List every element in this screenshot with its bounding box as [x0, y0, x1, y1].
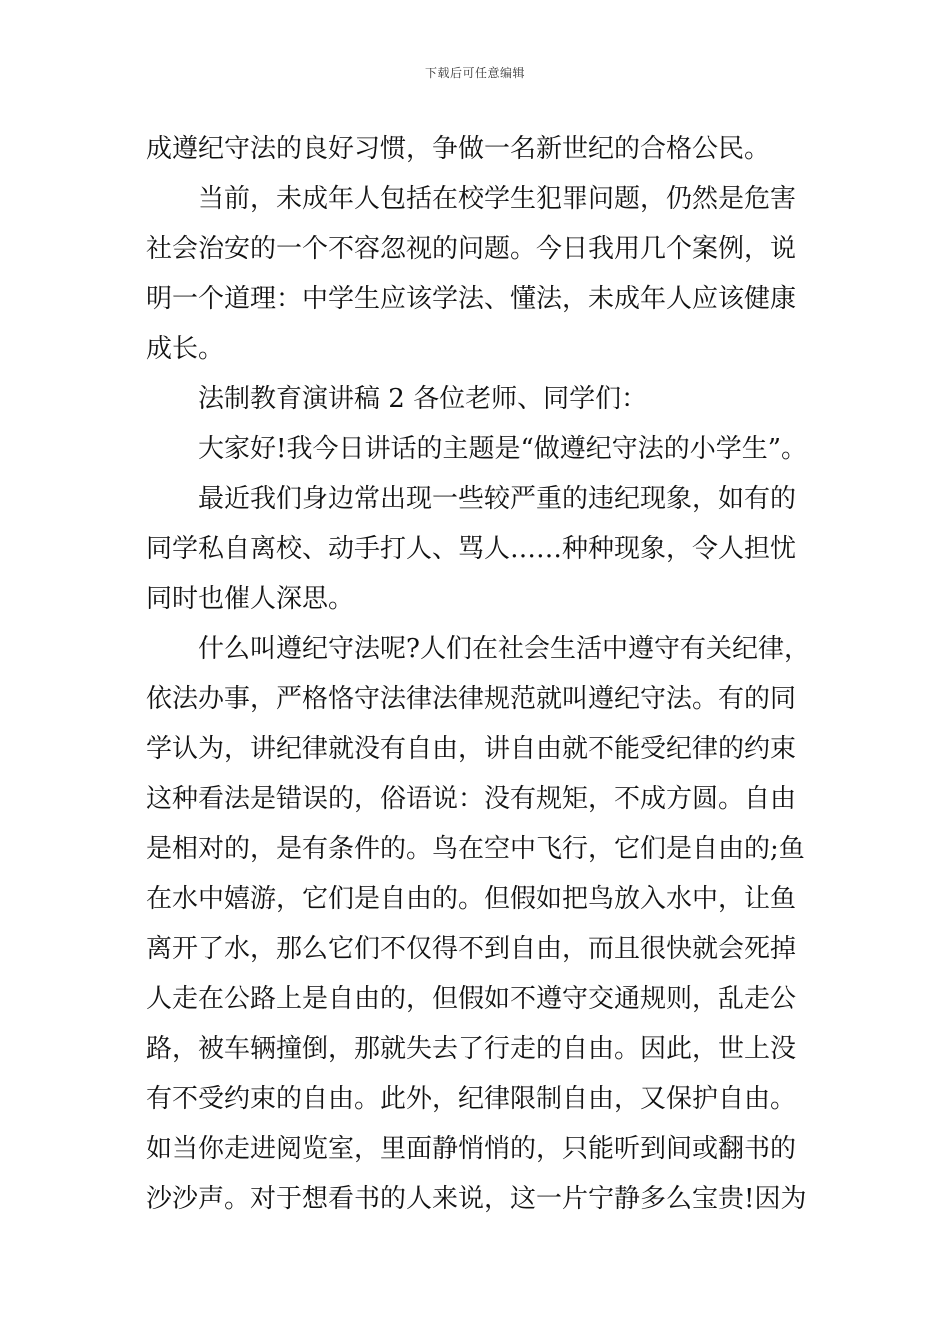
text-line: 有不受约束的自由。此外，纪律限制自由，又保护自由。: [146, 1084, 797, 1114]
text-line: 同时也催人深思。: [146, 584, 355, 614]
text-line: 人走在公路上是自由的，但假如不遵守交通规则，乱走公: [146, 984, 797, 1014]
document-body: [146, 124, 816, 1224]
text-line: 沙沙声。对于想看书的人来说，这一片宁静多么宝贵!因为: [146, 1184, 807, 1214]
text-line: 路，被车辆撞倒，那就失去了行走的自由。因此，世上没: [146, 1034, 797, 1064]
text-line: 什么叫遵纪守法呢?人们在社会生活中遵守有关纪律，: [198, 634, 810, 664]
text-line: 依法办事，严格恪守法律法律规范就叫遵纪守法。有的同: [146, 684, 797, 714]
text-line: 如当你走进阅览室，里面静悄悄的，只能听到间或翻书的: [146, 1134, 797, 1164]
text-line: 最近我们身边常出现一些较严重的违纪现象，如有的: [198, 484, 797, 514]
text-line: 学认为，讲纪律就没有自由，讲自由就不能受纪律的约束: [146, 734, 797, 764]
text-line: 在水中嬉游，它们是自由的。但假如把鸟放入水中，让鱼: [146, 884, 797, 914]
text-line: 同学私自离校、动手打人、骂人……种种现象，令人担忧: [146, 534, 797, 564]
text-line: 成遵纪守法的良好习惯，争做一名新世纪的合格公民。: [146, 134, 771, 164]
text-line: 这种看法是错误的，俗语说：没有规矩，不成方圆。自由: [146, 784, 797, 814]
text-line: 当前，未成年人包括在校学生犯罪问题，仍然是危害: [198, 184, 797, 214]
page-header-note: 下载后可任意编辑: [424, 66, 525, 80]
text-line: 离开了水，那么它们不仅得不到自由，而且很快就会死掉: [146, 934, 797, 964]
text-line: 是相对的，是有条件的。鸟在空中飞行，它们是自由的;鱼: [146, 834, 805, 864]
text-line: 大家好!我今日讲话的主题是“做遵纪守法的小学生”。: [198, 434, 808, 464]
text-line: 社会治安的一个不容忽视的问题。今日我用几个案例，说: [146, 234, 797, 264]
text-line: 明一个道理：中学生应该学法、懂法，未成年人应该健康: [146, 284, 797, 314]
text-line: 成长。: [146, 334, 225, 364]
text-line: 法制教育演讲稿 2 各位老师、同学们：: [198, 384, 648, 414]
